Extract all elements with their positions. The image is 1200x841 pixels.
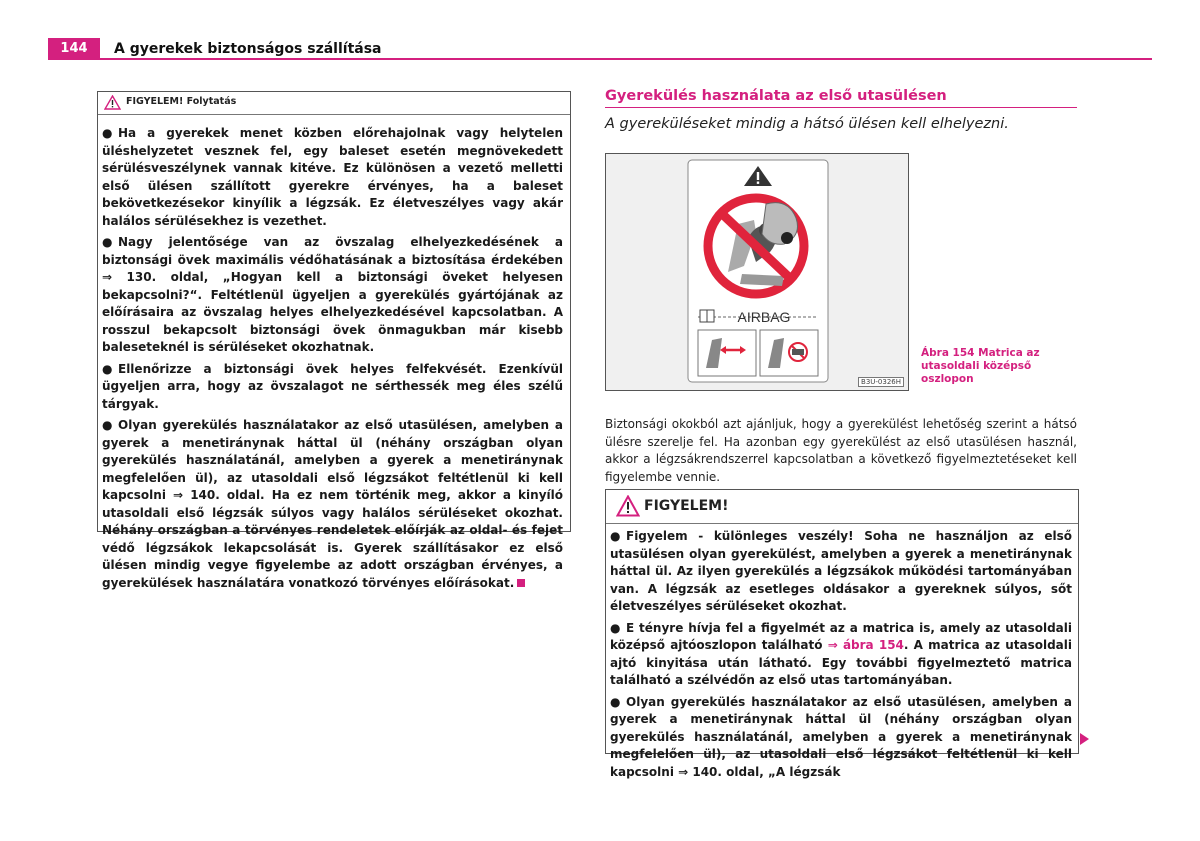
section-subtitle: A gyereküléseket mindig a hátsó ülésen kell elhelyezni. [605,116,1009,132]
bullet-icon: ● [610,694,621,709]
section-rule [605,107,1077,108]
page-number: 144 [48,38,100,60]
warning-box-title: FIGYELEM! Folytatás [126,96,237,107]
end-of-section-marker [517,579,525,587]
bullet-icon: ● [102,235,113,249]
figure-reference-link[interactable]: ⇒ ábra 154 [827,638,904,652]
warning-box-continued [97,91,571,590]
intro-paragraph: Biztonsági okokból azt ajánljuk, hogy a gyerekülést lehetőség szerint a hátsó ülésre szerelje fel. Ha azonban egy gyerekülést az első utasülésen használ, akkor a légzsákrendszerrel kapcsolatban a következő figyelmeztetéseket kell figyelembe vennie. [605,417,1077,484]
warning-box-body [610,528,1072,785]
list-item: ● Olyan gyerekülés használatakor az első utasülésen, amelyben a gyerek a menetiránynak háttal ül (néhány országban olyan gyerekülés használatánál, amelyben a gyerek a menetiránynak megfelelően ül), az utasoldali első légzsákot feltétlenül ki kell kapcsolni ⇒ 140. oldal, „A légzsák [610,694,1072,779]
figure-code: B3U-0326H [858,377,904,387]
list-item: ● Figyelem - különleges veszély! Soha ne használjon az első utasülésen olyan gyerekülést, amelyben a gyerek a menetiránynak háttal ül. Az ilyen gyerekülés a légzsákok működési tartományában van. A légzsák az esetleges oldásakor a gyereknek súlyos, sőt életveszélyes sérüléseket okozhat. [610,529,1072,613]
warning-box-body [102,125,563,596]
section-title: Gyerekülés használata az első utasülésen [605,88,947,104]
figure-caption: Ábra 154 Matrica az utasoldali középső oszlopon [921,347,1040,385]
airbag-label: AIRBAG [737,309,791,325]
list-item: ● Nagy jelentősége van az övszalag elhelyezkedésének a biztonsági övek maximális védőhatásának a biztosítása érdekében ⇒ 130. oldal, „Hogyan kell a biztonsági öveket helyesen bekapcsolni?“. Feltétlenül ügyeljen a gyerekülés gyártójának az előírásaira az övszalag helyes elhelyezkedésével kapcsolatban. A rosszul bekapcsolt biztonsági övek önmagukban már kisebb baleseteknél is sérüléseket okozhatnak. [102,235,563,354]
airbag-warning-sticker-figure [605,153,909,391]
bullet-icon: ● [102,361,113,376]
warning-box-header [98,92,570,115]
list-item: ● E tényre hívja fel a figyelmét az a matrica is, amely az utasoldali középső ajtóoszlopon található ⇒ ábra 154. A matrica az utasoldali ajtó kinyitása után látható. Egy további figyelmeztető matrica található a szélvédőn az első utas tartományában. [610,620,1072,687]
continued-arrow-icon [1080,733,1089,745]
warning-box-header [606,490,1078,524]
warning-box [605,489,1079,779]
bullet-icon: ● [102,126,113,140]
bullet-icon: ● [610,529,621,543]
airbag-sticker-illustration [606,154,908,390]
warning-box-title: FIGYELEM! [644,498,729,514]
header-rule [48,58,1152,60]
list-item: ● Ellenőrizze a biztonsági övek helyes felfekvését. Ezenkívül ügyeljen arra, hogy az övszalagot ne sérthessék meg éles szélű tárgyak. [102,361,563,411]
warning-triangle-icon [616,495,640,517]
list-item: ● Ha a gyerekek menet közben előrehajolnak vagy helytelen üléshelyzetet vesznek fel, egy baleset esetén megnövekedett sérülésveszélynek vannak kitéve. Ez különösen a vezető melletti első ülésen szállított gyerekre érvényes, ha a baleset bekövetkezésekor kinyílik a légzsák. Ez életveszélyes vagy akár halálos sérülésekhez is vezethet. [102,126,563,228]
bullet-icon: ● [102,418,113,432]
list-item: ● Olyan gyerekülés használatakor az első utasülésen, amelyben a gyerek a menetiránynak háttal ül (néhány országban olyan gyerekülés használatánál, amelyben a gyerek a menetiránynak megfelelően ül), az utasoldali első légzsákot feltétlenül ki kell kapcsolni ⇒ 140. oldal. Ha ez nem történik meg, akkor a kinyíló utasoldali első légzsák súlyos vagy halálos sérüléseket okozhat. Néhány országban a törvényes rendeletek előírják az oldal- és fejet védő légzsákok lekapcsolását is. Gyerek szállításakor ez első ülésen mindig vegye figyelembe az adott országban érvényes, a gyerekülések használatára vonatkozó törvényes előírásokat. [102,418,563,590]
running-header: A gyerekek biztonságos szállítása [114,41,382,57]
warning-triangle-icon [104,95,121,110]
bullet-icon: ● [610,620,621,635]
